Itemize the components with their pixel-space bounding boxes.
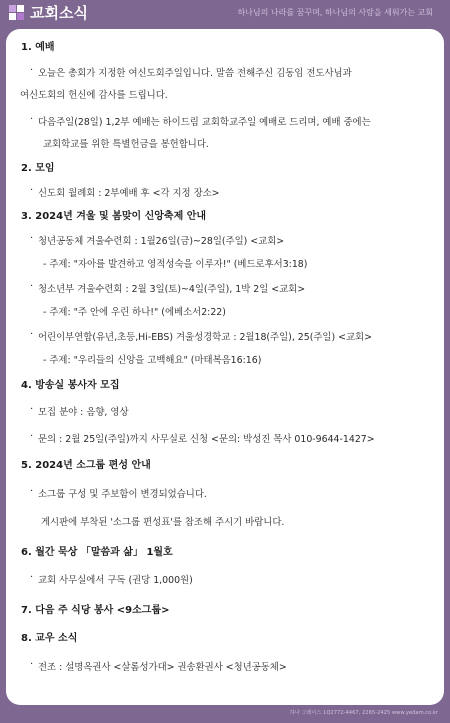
bullet-icon: · bbox=[30, 185, 34, 196]
section-heading-small-groups: 5. 2024년 소그룹 편성 안내 bbox=[21, 460, 151, 471]
list-item: 전조 : 설명옥권사 <살롬성가대> 권송환권사 <청년공동체> bbox=[38, 662, 287, 673]
bullet-icon: · bbox=[30, 659, 34, 670]
list-item: 문의 : 2월 25일(주일)까지 사무실로 신청 <문의: 박성진 목사 010-9644-1427> bbox=[38, 434, 375, 445]
bullet-icon: · bbox=[30, 233, 34, 244]
section-heading-member-news: 8. 교우 소식 bbox=[21, 633, 78, 644]
list-item: - 주제: "우리들의 신앙을 고백해요" (마태복음16:16) bbox=[43, 355, 262, 366]
list-item: 오늘은 총회가 지정한 여신도회주일입니다. 말씀 전해주신 김동임 전도사님과 bbox=[38, 68, 352, 79]
list-item: 신도회 월례회 : 2부예배 후 <각 지정 장소> bbox=[38, 188, 220, 199]
section-heading-retreats: 3. 2024년 겨울 및 봄맞이 신앙축제 안내 bbox=[21, 211, 207, 222]
section-heading-meetings: 2. 모임 bbox=[21, 163, 55, 174]
list-item: 게시판에 부착된 '소그룹 편성표'를 참조해 주시기 바랍니다. bbox=[41, 517, 285, 528]
list-item: 소그룹 구성 및 주보함이 변경되었습니다. bbox=[38, 489, 207, 500]
bullet-icon: · bbox=[30, 572, 34, 583]
bullet-icon: · bbox=[30, 431, 34, 442]
list-item: 다음주일(28일) 1,2부 예배는 하이드림 교회학교주일 예배로 드리며, 예배 중에는 bbox=[38, 117, 371, 128]
list-item: 청년공동체 겨울수련회 : 1월26일(금)~28일(주일) <교회> bbox=[38, 236, 285, 247]
grid-logo-icon bbox=[9, 5, 24, 20]
section-heading-volunteers: 4. 방송실 봉사자 모집 bbox=[21, 380, 120, 391]
list-item: 교회 사무실에서 구독 (권당 1,000원) bbox=[38, 575, 193, 586]
bullet-icon: · bbox=[30, 114, 34, 125]
list-item: 여신도회의 헌신에 감사를 드립니다. bbox=[20, 90, 168, 101]
church-tagline: 하나님의 나라를 꿈꾸며, 하나님의 사람을 세워가는 교회 bbox=[237, 8, 433, 17]
list-item: 모집 분야 : 음향, 영상 bbox=[38, 407, 129, 418]
list-item: 청소년부 겨울수련회 : 2월 3일(토)~4일(주일), 1박 2일 <교회> bbox=[38, 284, 306, 295]
bullet-icon: · bbox=[30, 65, 34, 76]
section-heading-devotional: 6. 월간 묵상 「말씀과 삶」 1월호 bbox=[21, 547, 173, 558]
bullet-icon: · bbox=[30, 281, 34, 292]
section-heading-kitchen-duty: 7. 다음 주 식당 봉사 <9소그룹> bbox=[21, 605, 170, 616]
page-header bbox=[0, 0, 450, 27]
list-item: - 주제: "자아를 발견하고 영적성숙을 이루자!" (베드로후서3:18) bbox=[43, 259, 308, 270]
footer-credit: 하나 그레이스 1Q2772-4467, 2265-2425 www.yedam.co.kr bbox=[289, 710, 438, 716]
section-heading-worship: 1. 예배 bbox=[21, 42, 55, 53]
bullet-icon: · bbox=[30, 486, 34, 497]
list-item: 교회학교를 위한 특별헌금을 봉헌합니다. bbox=[43, 139, 209, 150]
list-item: - 주제: "주 안에 우린 하나!" (에베소서2:22) bbox=[43, 307, 226, 318]
news-card bbox=[6, 29, 444, 705]
bullet-icon: · bbox=[30, 329, 34, 340]
list-item: 어린이부연합(유년,초등,Hi-EBS) 겨울성경학교 : 2월18(주일), 25(주일) <교회> bbox=[38, 332, 372, 343]
bullet-icon: · bbox=[30, 404, 34, 415]
page-title: 교회소식 bbox=[30, 4, 88, 22]
